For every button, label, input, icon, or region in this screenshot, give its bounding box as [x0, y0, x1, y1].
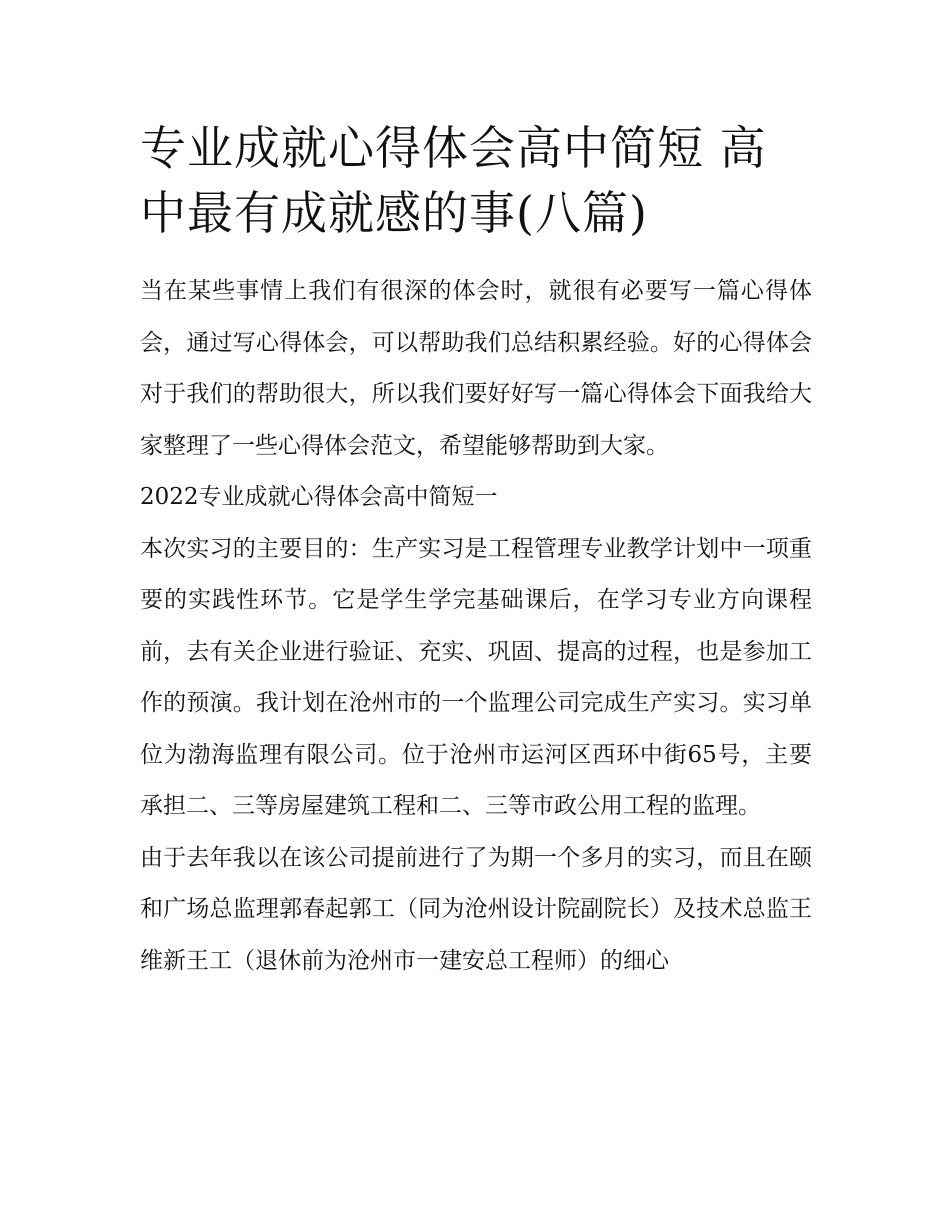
document-title: 专业成就心得体会高中简短 高中最有成就感的事(八篇) [140, 121, 767, 240]
body-paragraph: 由于去年我以在该公司提前进行了为期一个多月的实习，而且在颐和广场总监理郭春起郭工（同为沧州设计院副院长）及技术总监王维新王工（退休前为沧州市一建安总工程师）的细心 [140, 844, 812, 974]
intro-paragraph: 当在某些事情上我们有很深的体会时，就很有必要写一篇心得体会，通过写心得体会，可以帮助我们总结积累经验。好的心得体会对于我们的帮助很大，所以我们要好好写一篇心得体会下面我给大家整理了一些心得体会范文，希望能够帮助到大家。 [140, 278, 812, 459]
section-heading: 2022专业成就心得体会高中简短一 [140, 484, 498, 510]
document-body [140, 266, 812, 987]
document-page [140, 116, 812, 987]
body-paragraph: 本次实习的主要目的：生产实习是工程管理专业教学计划中一项重要的实践性环节。它是学生学完基础课后，在学习专业方向课程前，去有关企业进行验证、充实、巩固、提高的过程，也是参加工作的预演。我计划在沧州市的一个监理公司完成生产实习。实习单位为渤海监理有限公司。位于沧州市运河区西环中街65号，主要承担二、三等房屋建筑工程和二、三等市政公用工程的监理。 [140, 535, 812, 819]
